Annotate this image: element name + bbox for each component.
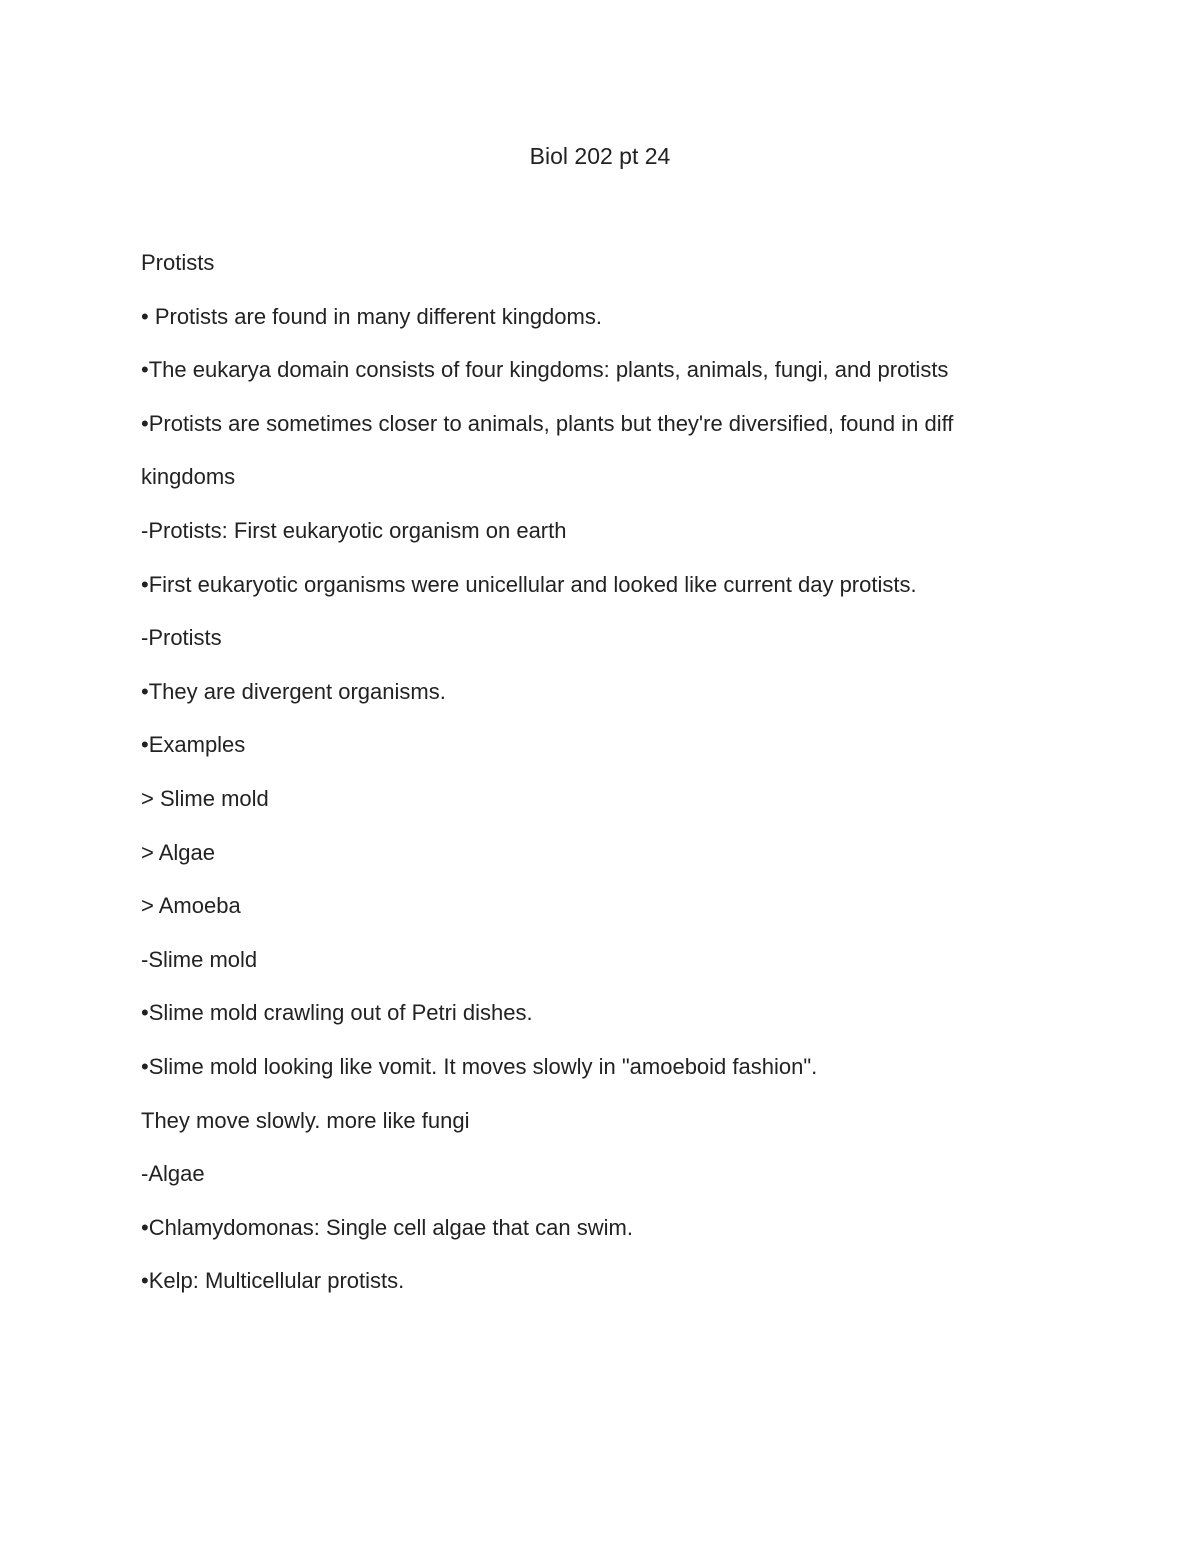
text-line: > Amoeba — [141, 893, 241, 919]
document-body — [141, 248, 1041, 1320]
document-title: Biol 202 pt 24 — [529, 143, 671, 169]
text-line: -Slime mold — [141, 946, 258, 972]
text-line: > Slime mold — [141, 785, 269, 811]
text-line: > Algae — [141, 839, 216, 865]
text-line: •Protists are sometimes closer to animals, plants but they're diversified, found in diff — [141, 410, 954, 436]
text-line: Protists — [141, 250, 215, 275]
text-line: •They are divergent organisms. — [141, 678, 446, 704]
text-line: •Chlamydomonas: Single cell algae that can swim. — [141, 1214, 633, 1240]
text-line: •First eukaryotic organisms were unicellular and looked like current day protists. — [141, 571, 917, 597]
text-line: •The eukarya domain consists of four kingdoms: plants, animals, fungi, and protists — [141, 357, 949, 383]
text-line: •Kelp: Multicellular protists. — [141, 1268, 405, 1294]
text-line: -Algae — [141, 1161, 205, 1187]
text-line: kingdoms — [141, 464, 236, 490]
text-line: -Protists — [141, 625, 222, 651]
text-line: • Protists are found in many different kingdoms. — [141, 303, 602, 329]
text-line: •Slime mold looking like vomit. It moves slowly in "amoeboid fashion". — [141, 1053, 818, 1079]
text-line: They move slowly. more like fungi — [141, 1107, 470, 1133]
text-line: •Slime mold crawling out of Petri dishes. — [141, 1000, 533, 1026]
text-line: -Protists: First eukaryotic organism on earth — [141, 517, 567, 543]
text-line: •Examples — [141, 732, 246, 758]
